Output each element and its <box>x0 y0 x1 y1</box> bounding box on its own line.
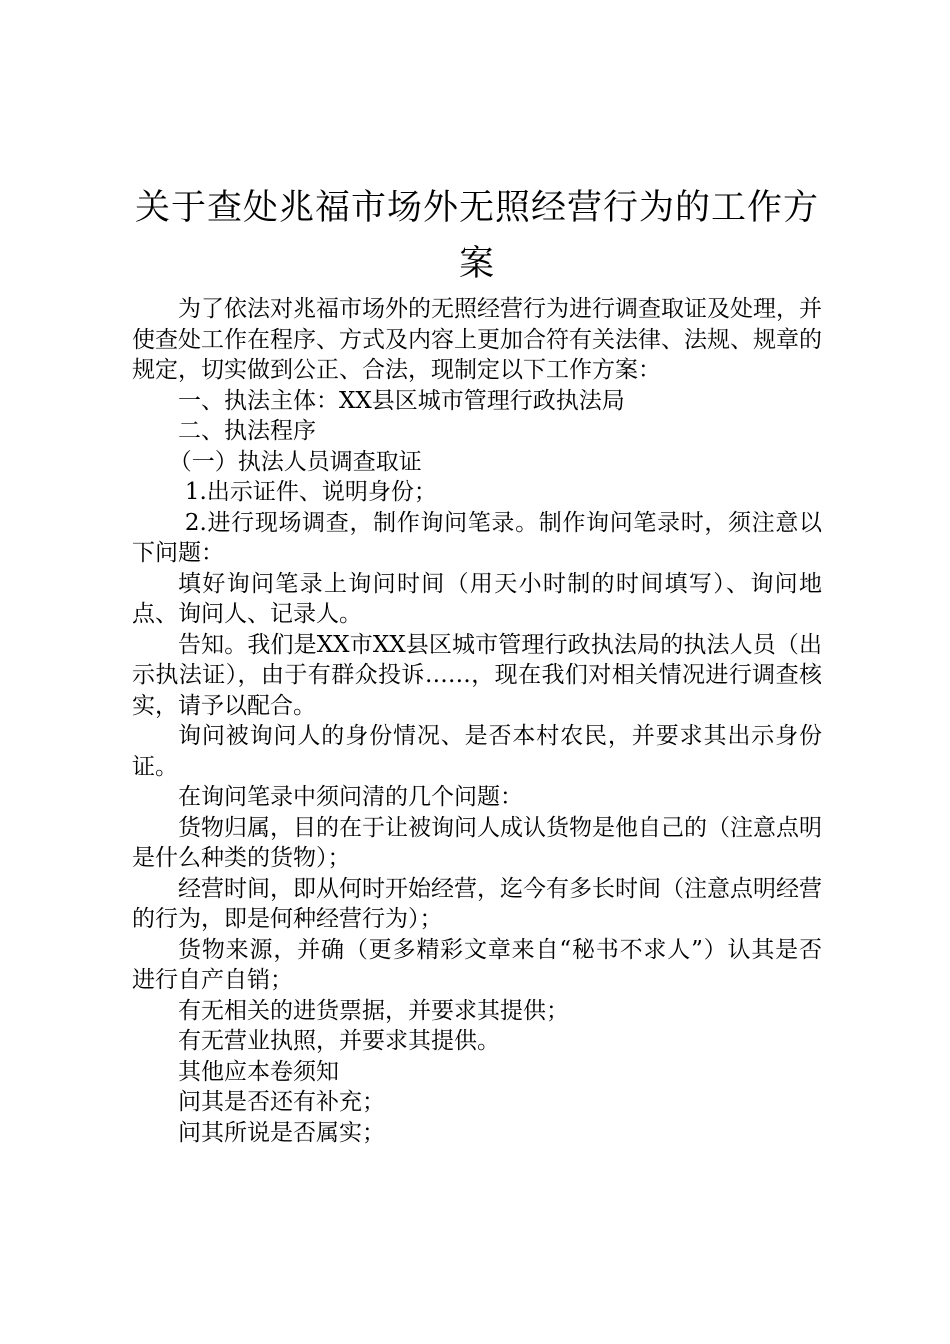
paragraph-is-true: 问其所说是否属实； <box>178 1119 385 1146</box>
paragraph-fill-record: 填好询问笔录上询问时间（用天小时制的时间填写）、询问地点、询问人、记录人。 <box>132 570 822 627</box>
paragraph-questions-heading: 在询问笔录中须问清的几个问题： <box>178 784 523 810</box>
paragraph-any-supplement: 问其是否还有补充； <box>178 1089 385 1115</box>
paragraph-step-1: 1.出示证件、说明身份； <box>184 479 437 505</box>
document-body <box>132 294 822 1148</box>
paragraph-step-2: 2.进行现场调查，制作询问笔录。制作询问笔录时，须注意以下问题： <box>132 509 822 566</box>
paragraph-enforcement-subject: 一、执法主体：XX县区城市管理行政执法局 <box>178 387 625 414</box>
paragraph-purchase-receipts: 有无相关的进货票据，并要求其提供； <box>178 997 569 1024</box>
paragraph-goods-source: 货物来源，并确（更多精彩文章来自“秘书不求人”）认其是否进行自产自销； <box>132 936 822 993</box>
paragraph-investigation-heading: （一）执法人员调查取证 <box>168 448 422 475</box>
paragraph-business-time: 经营时间，即从何时开始经营，迄今有多长时间（注意点明经营的行为，即是何种经营行为）； <box>132 875 822 932</box>
document-title: 关于查处兆福市场外无照经营行为的工作方案 <box>134 188 819 284</box>
paragraph-notify: 告知。我们是XX市XX县区城市管理行政执法局的执法人员（出示执法证），由于有群众投诉……，现在我们对相关情况进行调查核实，请予以配合。 <box>132 631 822 719</box>
paragraph-identity: 询问被询问人的身份情况、是否本村农民，并要求其出示身份证。 <box>132 723 822 780</box>
paragraph-goods-ownership: 货物归属，目的在于让被询问人成认货物是他自己的（注意点明是什么种类的货物）； <box>132 814 822 871</box>
paragraph-enforcement-procedure: 二、执法程序 <box>178 418 316 444</box>
paragraph-intro: 为了依法对兆福市场外的无照经营行为进行调查取证及处理，并使查处工作在程序、方式及内容上更加合符有关法律、法规、规章的规定，切实做到公正、合法，现制定以下工作方案： <box>132 296 822 383</box>
paragraph-business-license: 有无营业执照，并要求其提供。 <box>178 1028 500 1054</box>
paragraph-other-notes: 其他应本卷须知 <box>178 1058 339 1085</box>
